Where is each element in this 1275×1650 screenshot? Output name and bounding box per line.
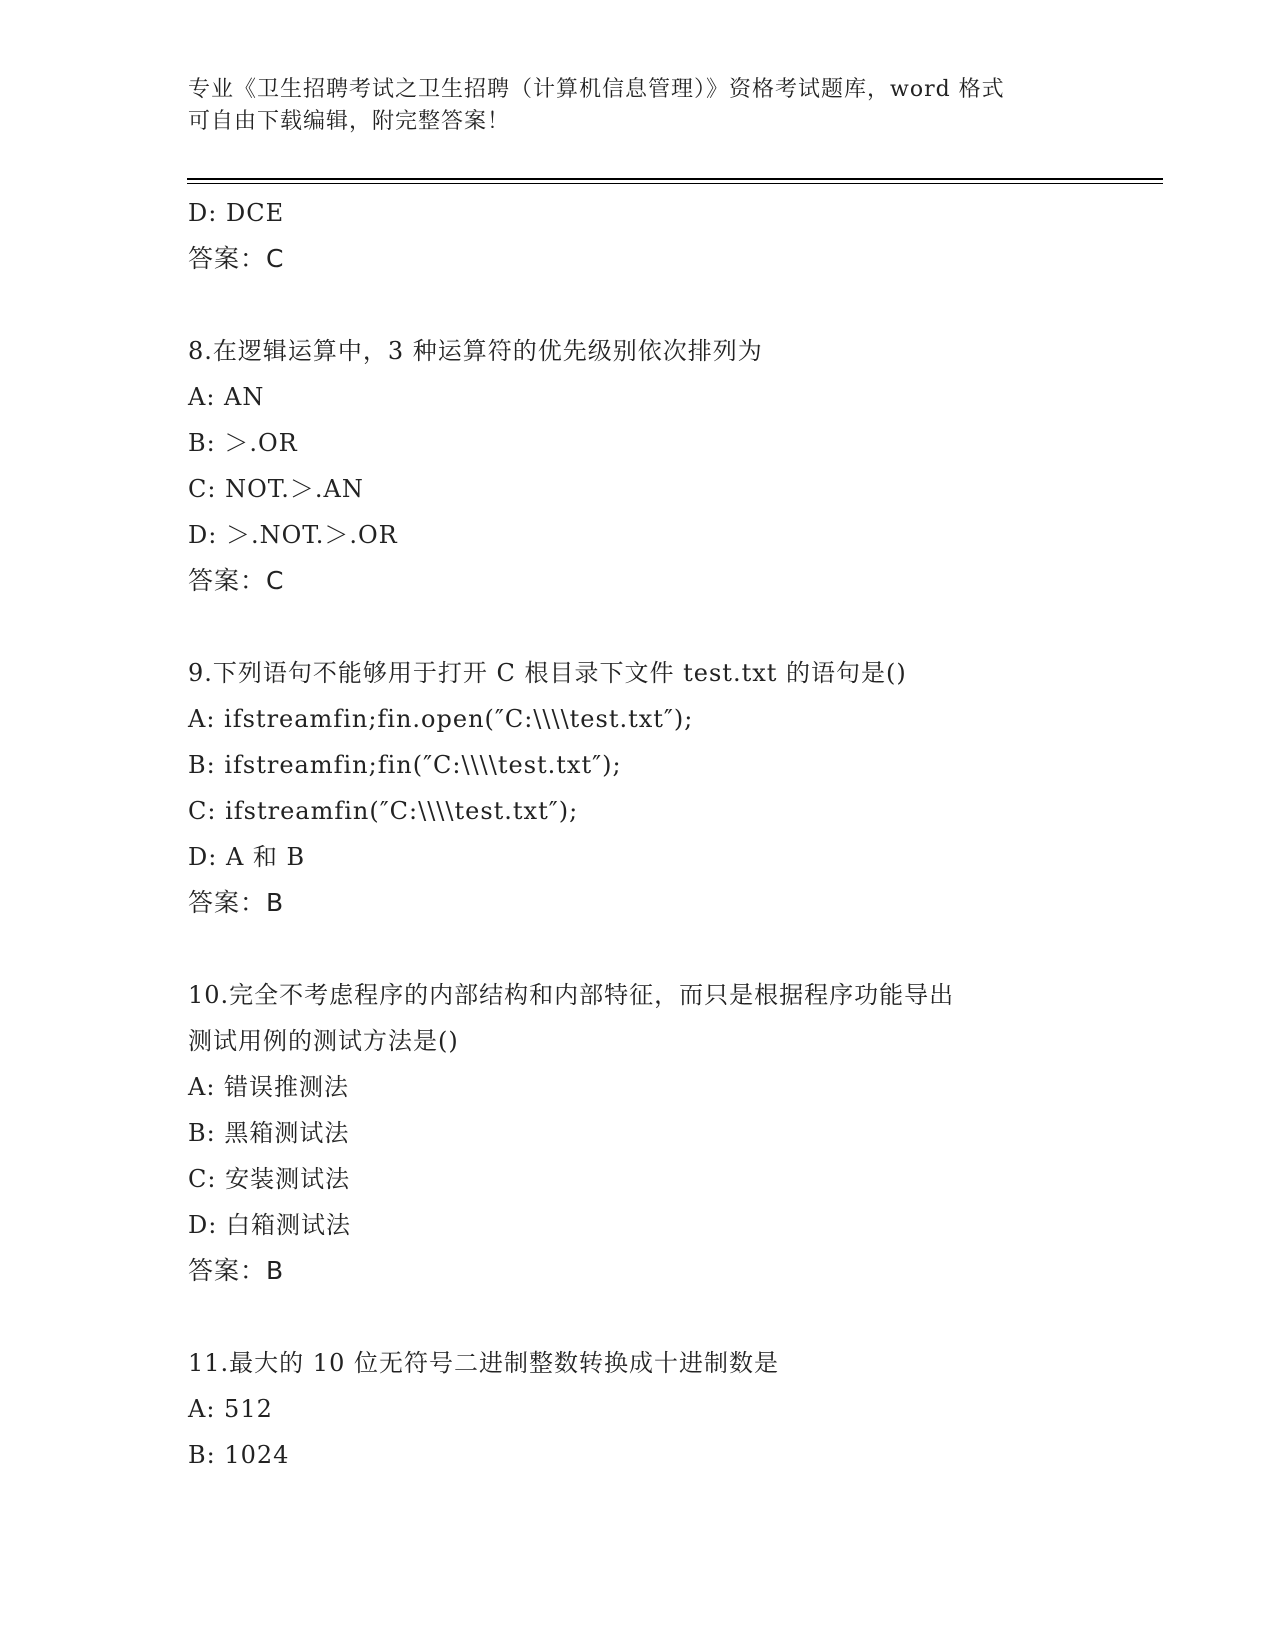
option-c: C: ifstreamfin(″C:\\\\test.txt″); [188,797,579,825]
option-d: D: A 和 B [188,843,306,871]
question-stem: 11.最大的 10 位无符号二进制整数转换成十进制数是 [188,1349,779,1377]
answer-label: 答案：C [188,566,285,595]
spacer [188,926,1108,972]
answer-label: 答案：B [188,888,285,917]
answer-label: 答案：B [188,1256,285,1285]
question-9 [188,650,1108,926]
question-10 [188,972,1108,1294]
option-d: D: 白箱测试法 [188,1211,351,1239]
answer-label: 答案：C [188,244,285,273]
spacer [188,282,1108,328]
option-b: B: 1024 [188,1441,290,1469]
option-b: B: ＞.OR [188,429,298,457]
option-d: D: ＞.NOT.＞.OR [188,521,398,549]
question-list [188,190,1108,1478]
spacer [188,1294,1108,1340]
header-rule-thick [187,178,1163,180]
question-stem: 9.下列语句不能够用于打开 C 根目录下文件 test.txt 的语句是() [188,659,907,687]
header-line-2: 可自由下载编辑，附完整答案！ [188,109,511,134]
header-rule-thin [187,183,1163,184]
question-stem: 8.在逻辑运算中，3 种运算符的优先级别依次排列为 [188,337,763,365]
question-8 [188,328,1108,604]
question-stem-line-1: 10.完全不考虑程序的内部结构和内部特征，而只是根据程序功能导出 [188,981,955,1009]
option-a: A: 错误推测法 [188,1073,350,1101]
option-b: B: ifstreamfin;fin(″C:\\\\test.txt″); [188,751,622,779]
header-line-1: 专业《卫生招聘考试之卫生招聘（计算机信息管理）》资格考试题库，word 格式 [188,77,1005,102]
question-stem-line-2: 测试用例的测试方法是() [188,1027,459,1055]
question-11 [188,1340,1108,1478]
option-a: A: 512 [188,1395,273,1423]
option-c: C: NOT.＞.AN [188,475,364,503]
option-c: C: 安装测试法 [188,1165,351,1193]
option-b: B: 黑箱测试法 [188,1119,350,1147]
spacer [188,604,1108,650]
option-a: A: AN [188,383,265,411]
option-d: D: DCE [188,199,285,227]
option-a: A: ifstreamfin;fin.open(″C:\\\\test.txt″); [188,705,694,733]
page-header [188,74,1088,138]
